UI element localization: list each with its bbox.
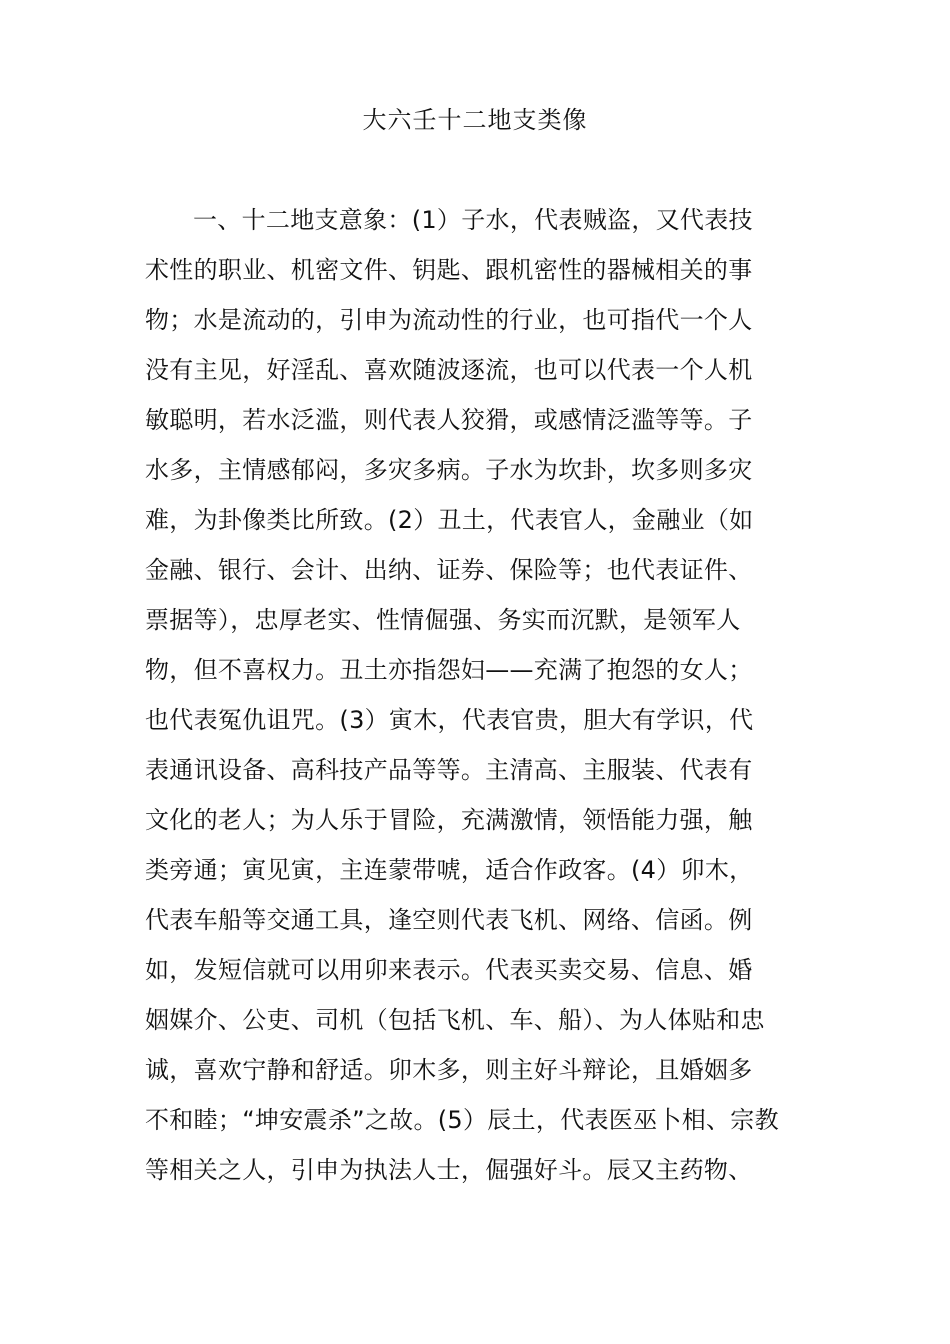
document-title: 大六壬十二地支类像 (362, 106, 588, 134)
body-line: 物，但不喜权力。丑土亦指怨妇——充满了抱怨的女人； (145, 656, 753, 684)
body-line: 敏聪明，若水泛滥，则代表人狡猾，或感情泛滥等等。子 (145, 406, 753, 434)
body-line: 物；水是流动的，引申为流动性的行业，也可指代一个人 (145, 306, 753, 334)
body-line: 诚，喜欢宁静和舒适。卯木多，则主好斗辩论，且婚姻多 (145, 1056, 753, 1084)
body-line: 没有主见，好淫乱、喜欢随波逐流，也可以代表一个人机 (145, 356, 753, 384)
body-line: 一、十二地支意象：(1）子水，代表贼盗，又代表技 (193, 206, 753, 234)
body-line: 不和睦；“坤安震杀”之故。(5）辰土，代表医巫卜相、宗教 (145, 1106, 779, 1134)
document-body (145, 195, 805, 1195)
body-line: 难，为卦像类比所致。(2）丑土，代表官人，金融业（如 (145, 506, 754, 534)
body-line: 代表车船等交通工具，逢空则代表飞机、网络、信函。例 (145, 906, 753, 934)
body-line: 票据等），忠厚老实、性情倔强、务实而沉默，是领军人 (145, 606, 741, 634)
body-line: 也代表冤仇诅咒。(3）寅木，代表官贵，胆大有学识，代 (145, 706, 754, 734)
body-line: 类旁通；寅见寅，主连蒙带唬，适合作政客。(4）卯木， (145, 856, 754, 884)
body-line: 表通讯设备、高科技产品等等。主清高、主服装、代表有 (145, 756, 753, 784)
body-line: 如，发短信就可以用卯来表示。代表买卖交易、信息、婚 (145, 956, 753, 984)
body-line: 姻媒介、公吏、司机（包括飞机、车、船）、为人体贴和忠 (145, 1006, 765, 1034)
body-line: 金融、银行、会计、出纳、证券、保险等；也代表证件、 (145, 556, 753, 584)
body-line: 术性的职业、机密文件、钥匙、跟机密性的器械相关的事 (145, 256, 753, 284)
body-line: 水多，主情感郁闷，多灾多病。子水为坎卦，坎多则多灾 (145, 456, 753, 484)
body-line: 文化的老人；为人乐于冒险，充满激情，领悟能力强，触 (145, 806, 753, 834)
body-line: 等相关之人，引申为执法人士，倔强好斗。辰又主药物、 (145, 1156, 753, 1184)
